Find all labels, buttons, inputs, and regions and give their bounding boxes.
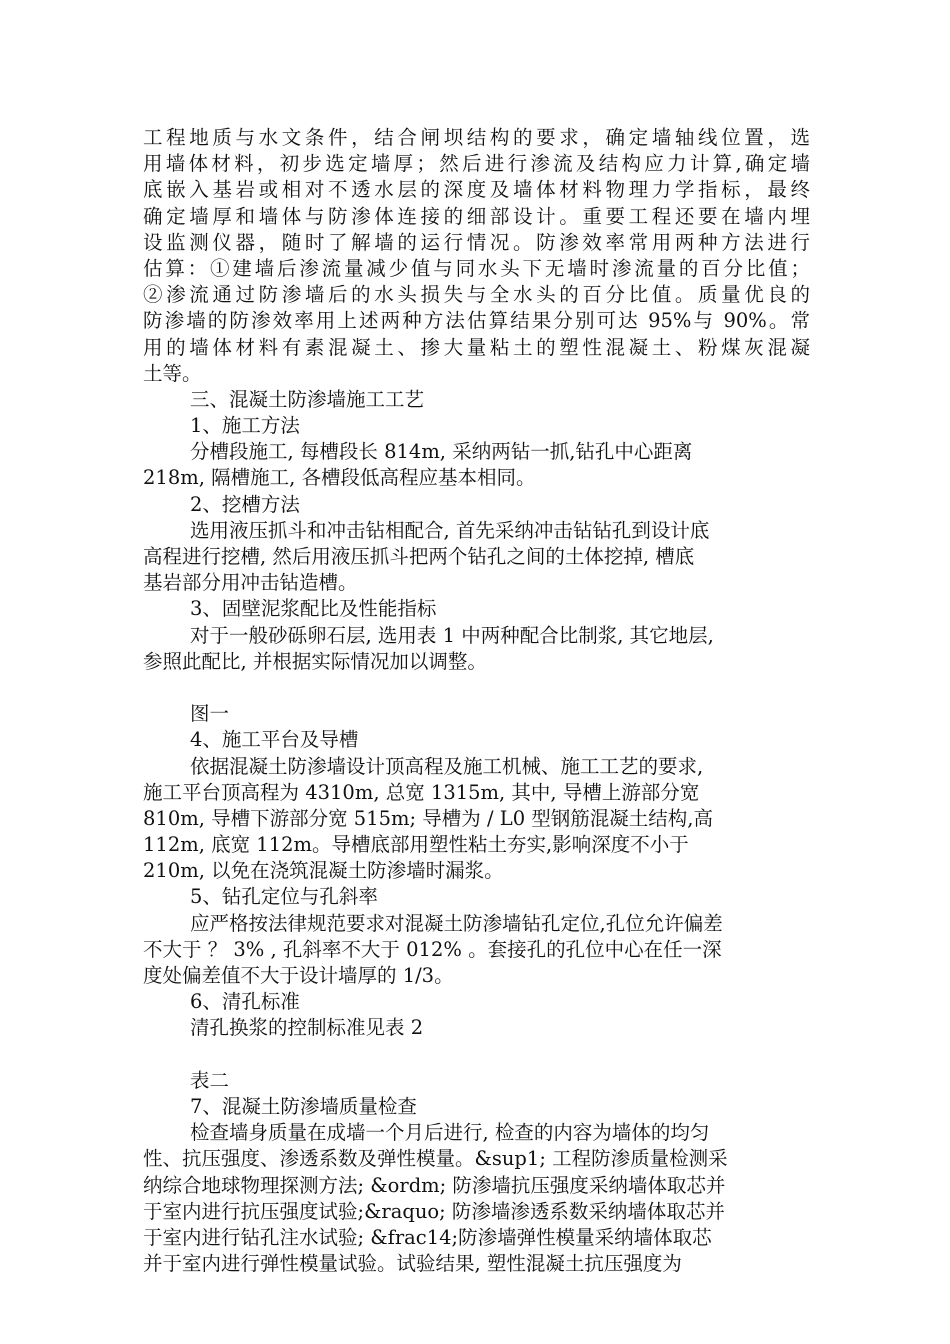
text-line: 土等。: [143, 361, 202, 385]
text-line: 清孔换浆的控制标准见表 2: [190, 1016, 424, 1040]
text-line: 高程进行挖槽, 然后用液压抓斗把两个钻孔之间的土体挖掉, 槽底: [143, 545, 695, 568]
text-line: 7、混凝土防渗墙质量检查: [190, 1094, 417, 1118]
text-line: 性、抗压强度、渗透系数及弹性模量。&sup1; 工程防渗质量检测采: [143, 1147, 728, 1171]
text-line: 210m, 以免在浇筑混凝土防渗墙时漏浆。: [143, 859, 504, 883]
text-line: 于室内进行抗压强度试验;&raquo; 防渗墙渗透系数采纳墙体取芯并: [143, 1199, 725, 1223]
text-line: 218m, 隔槽施工, 各槽段低高程应基本相同。: [143, 466, 536, 490]
text-line: 2、挖槽方法: [190, 492, 300, 516]
text-line: 1、施工方法: [190, 414, 300, 438]
text-line: 分槽段施工, 每槽段长 814m, 采纳两钻一抓,钻孔中心距离: [190, 440, 693, 464]
text-line: 三、混凝土防渗墙施工工艺: [190, 387, 425, 411]
text-line: 对于一般砂砾卵石层, 选用表 1 中两种配合比制浆, 其它地层,: [190, 623, 714, 647]
text-line: 度处偏差值不大于设计墙厚的 1/3。: [143, 964, 454, 987]
blank-line: [143, 1042, 810, 1068]
text-line: 防渗墙的防渗效率用上述两种方法估算结果分别可达 95%与 90%。常: [143, 309, 810, 333]
text-line: 参照此配比, 并根据实际情况加以调整。: [143, 649, 487, 673]
text-line: 4、施工平台及导槽: [190, 728, 359, 752]
text-line: 用墙体材料，初步选定墙厚；然后进行渗流及结构应力计算,确定墙: [143, 152, 810, 176]
text-line: 图一: [190, 702, 230, 726]
blank-line: [143, 675, 810, 701]
text-line: 设监测仪器，随时了解墙的运行情况。防渗效率常用两种方法进行: [143, 230, 810, 254]
text-line: 不大于 ？ 3% , 孔斜率不大于 012% 。套接孔的孔位中心在任一深: [143, 937, 722, 961]
document-body: [143, 125, 810, 1277]
text-line: 估算：①建墙后渗流量减少值与同水头下无墙时渗流量的百分比值；: [143, 256, 810, 280]
text-line: ②渗流通过防渗墙后的水头损失与全水头的百分比值。质量优良的: [143, 283, 810, 307]
text-line: 3、固壁泥浆配比及性能指标: [190, 597, 437, 621]
text-line: 表二: [190, 1068, 230, 1092]
text-line: 5、钻孔定位与孔斜率: [190, 885, 378, 909]
text-line: 选用液压抓斗和冲击钻相配合, 首先采纳冲击钻钻孔到设计底: [190, 518, 710, 542]
text-line: 应严格按法律规范要求对混凝土防渗墙钻孔定位,孔位允许偏差: [190, 911, 723, 935]
text-line: 112m, 底宽 112m。导槽底部用塑性粘土夯实,影响深度不小于: [143, 833, 689, 857]
text-line: 施工平台顶高程为 4310m, 总宽 1315m, 其中, 导槽上游部分宽: [143, 780, 700, 804]
text-line: 810m, 导槽下游部分宽 515m; 导槽为 / L0 型钢筋混凝土结构,高: [143, 806, 714, 830]
text-line: 基岩部分用冲击钻造槽。: [143, 571, 358, 595]
text-line: 确定墙厚和墙体与防渗体连接的细部设计。重要工程还要在墙内埋: [143, 204, 810, 228]
text-line: 并于室内进行弹性模量试验。试验结果, 塑性混凝土抗压强度为: [143, 1252, 682, 1276]
text-line: 6、清孔标准: [190, 990, 300, 1014]
text-line: 依据混凝土防渗墙设计顶高程及施工机械、施工工艺的要求,: [190, 754, 704, 778]
text-line: 于室内进行钻孔注水试验; &frac14;防渗墙弹性模量采纳墙体取芯: [143, 1225, 712, 1249]
text-line: 纳综合地球物理探测方法; &ordm; 防渗墙抗压强度采纳墙体取芯并: [143, 1173, 726, 1197]
text-line: 工程地质与水文条件，结合闸坝结构的要求，确定墙轴线位置，选: [143, 126, 810, 149]
text-line: 底嵌入基岩或相对不透水层的深度及墙体材料物理力学指标，最终: [143, 178, 810, 202]
text-line: 用的墙体材料有素混凝土、掺大量粘土的塑性混凝土、粉煤灰混凝: [143, 335, 810, 359]
text-line: 检查墙身质量在成墙一个月后进行, 检查的内容为墙体的均匀: [190, 1121, 710, 1145]
